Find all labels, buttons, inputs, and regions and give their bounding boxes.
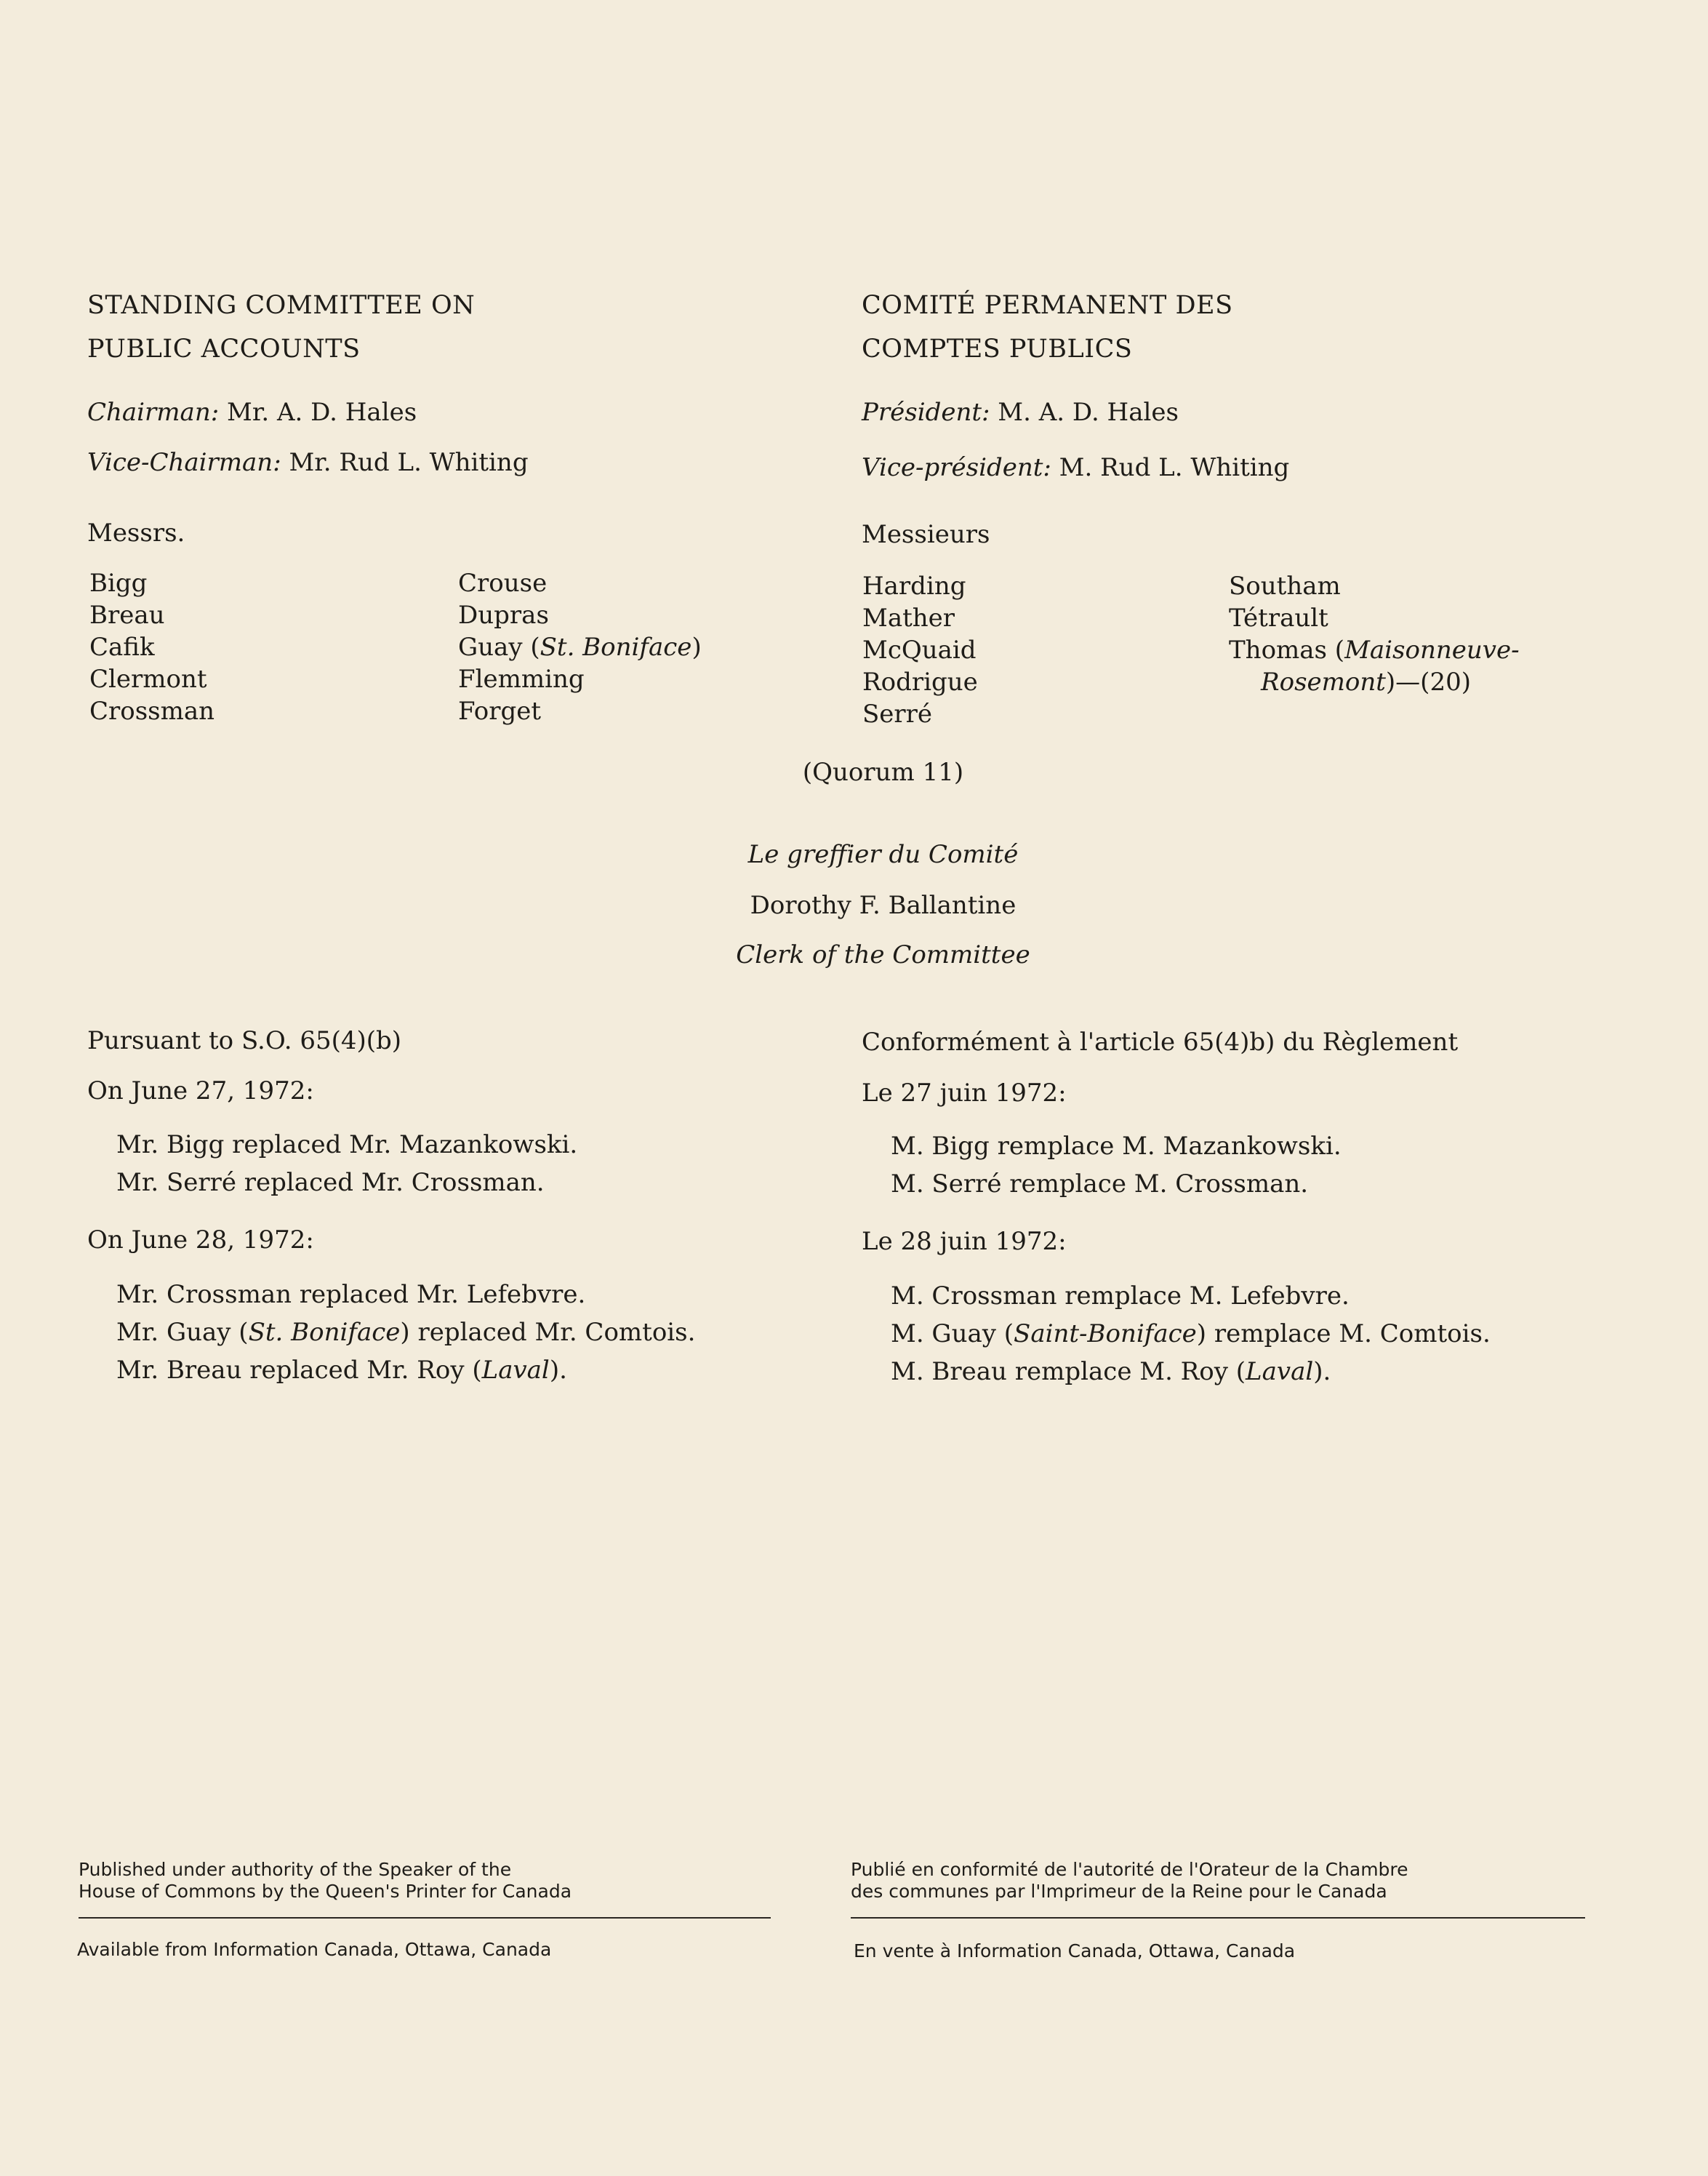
member-name: Southam [1229, 572, 1341, 601]
member-name: Guay (St. Boniface) [458, 633, 702, 662]
footer-divider-fr [851, 1917, 1585, 1919]
replacement-line: M. Serré remplace M. Crossman. [891, 1169, 1309, 1199]
member-name-continued: Rosemont)—(20) [1261, 668, 1471, 697]
vice-chairman-en: Vice-Chairman: Mr. Rud L. Whiting [87, 448, 529, 477]
replacement-line: Mr. Serré replaced Mr. Crossman. [116, 1168, 545, 1197]
replacement-line: M. Guay (Saint-Boniface) remplace M. Comtois. [891, 1319, 1491, 1348]
replacement-line: Mr. Breau replaced Mr. Roy (Laval). [116, 1356, 567, 1385]
changes-june-27-en [87, 1126, 843, 1201]
member-name: McQuaid [862, 636, 977, 665]
members-list-fr-col2 [1229, 570, 1636, 698]
member-name: Flemming [458, 665, 585, 694]
member-name: Crossman [89, 697, 215, 726]
member-name: Breau [89, 601, 165, 630]
member-name: Tétrault [1229, 604, 1328, 633]
members-label-fr: Messieurs [862, 520, 990, 549]
date-june-28-fr: Le 28 juin 1972: [862, 1227, 1067, 1256]
member-name: Serré [862, 700, 933, 729]
changes-june-27-fr [862, 1127, 1661, 1203]
availability-notice-en: Available from Information Canada, Ottawa, Canada [77, 1939, 552, 1960]
member-name: Forget [458, 697, 542, 726]
member-name: Harding [862, 572, 966, 601]
chairman-en: Chairman: Mr. A. D. Hales [87, 398, 417, 427]
changes-june-28-fr [862, 1277, 1661, 1391]
publication-notice-fr: Publié en conformité de l'autorité de l'Orateur de la Chambre des communes par l'Imprimeur de la Reine pour le Canada [851, 1859, 1408, 1902]
committee-title-en: STANDING COMMITTEE ON PUBLIC ACCOUNTS [87, 291, 476, 364]
pursuant-en: Pursuant to S.O. 65(4)(b) [87, 1026, 402, 1055]
replacement-line: M. Breau remplace M. Roy (Laval). [891, 1357, 1331, 1386]
clerk-title-fr: Le greffier du Comité [747, 840, 1019, 869]
committee-title-fr: COMITÉ PERMANENT DES COMPTES PUBLICS [862, 291, 1233, 364]
replacement-line: M. Bigg remplace M. Mazankowski. [891, 1132, 1342, 1161]
pursuant-fr: Conformément à l'article 65(4)b) du Règlement [862, 1028, 1459, 1057]
member-name: Cafik [89, 633, 155, 662]
chairman-fr: Président: M. A. D. Hales [862, 398, 1179, 427]
vice-chairman-fr: Vice-président: M. Rud L. Whiting [862, 453, 1290, 482]
replacement-line: M. Crossman remplace M. Lefebvre. [891, 1281, 1350, 1311]
replacement-line: Mr. Crossman replaced Mr. Lefebvre. [116, 1280, 586, 1309]
availability-notice-fr: En vente à Information Canada, Ottawa, Canada [854, 1940, 1296, 1961]
member-name: Mather [862, 604, 955, 633]
replacement-line: Mr. Bigg replaced Mr. Mazankowski. [116, 1130, 578, 1159]
date-june-28-en: On June 28, 1972: [87, 1225, 314, 1255]
members-list-en-col2 [458, 567, 822, 727]
clerk-name: Dorothy F. Ballantine [750, 891, 1017, 920]
member-name: Dupras [458, 601, 549, 630]
member-name: Rodrigue [862, 668, 978, 697]
replacement-line: Mr. Guay (St. Boniface) replaced Mr. Comtois. [116, 1318, 696, 1347]
clerk-title-en: Clerk of the Committee [736, 940, 1030, 969]
members-list-fr-col1 [862, 570, 1211, 730]
publication-notice-en: Published under authority of the Speaker of the House of Commons by the Queen's Printer for Canada [79, 1859, 572, 1902]
changes-june-28-en [87, 1276, 843, 1389]
member-name: Thomas (Maisonneuve- [1229, 636, 1520, 665]
member-name: Crouse [458, 569, 548, 598]
footer-divider-en [79, 1917, 771, 1919]
member-name: Bigg [89, 569, 148, 598]
members-label-en: Messrs. [87, 519, 185, 548]
date-june-27-en: On June 27, 1972: [87, 1076, 314, 1105]
quorum: (Quorum 11) [802, 758, 964, 787]
member-name: Clermont [89, 665, 207, 694]
date-june-27-fr: Le 27 juin 1972: [862, 1079, 1067, 1108]
members-list-en-col1 [89, 567, 453, 727]
